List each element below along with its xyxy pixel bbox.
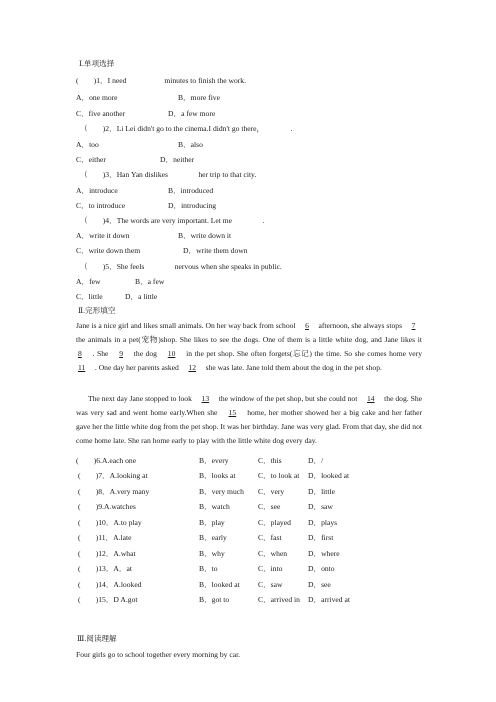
q1-option-d: D．a few more bbox=[168, 109, 216, 118]
cloze-option: D．saw bbox=[308, 502, 333, 511]
q1-option-a: A．one more bbox=[76, 93, 118, 102]
q4-option-c: C．write down them bbox=[76, 246, 141, 255]
cloze-question-15: ( )15．D A.got bbox=[78, 595, 138, 604]
cloze-question-14: ( )14．A.looked bbox=[78, 580, 142, 589]
cloze-option: C．to look at bbox=[258, 471, 300, 480]
q2-option-b: B．also bbox=[178, 140, 203, 149]
q5-stem: （ )5．She feels nervous when she speaks in public. bbox=[80, 262, 282, 271]
q4-stem: （ )4．The words are very important. Let me . bbox=[80, 216, 265, 225]
cloze-blank: 7 bbox=[411, 321, 416, 330]
cloze-option: B．to bbox=[199, 564, 218, 573]
cloze-blank: 13 bbox=[201, 394, 210, 403]
q2-option-d: D．neither bbox=[160, 155, 195, 164]
q5-option-c: C．little bbox=[76, 292, 103, 301]
cloze-question-6: ( )6.A.each one bbox=[76, 456, 137, 465]
q5-option-d: D．a little bbox=[125, 292, 158, 301]
paragraph-text: she was late. Jane told them about the dog in the pet shop. bbox=[198, 362, 382, 372]
q5-option-b: B．a few bbox=[135, 277, 165, 286]
cloze-option: D．/ bbox=[308, 456, 324, 465]
paragraph-text: home, her mother showed her a big cake and her father gave her the little white dog from the pet shop. It was her birthday. Jane was very glad. From that day, she did not come home late. She ran home early to play with the little white dog every day. bbox=[76, 407, 422, 445]
q3-option-d: D．introducing bbox=[168, 201, 217, 210]
cloze-option: D．see bbox=[308, 580, 331, 589]
cloze-question-12: ( )12．A.what bbox=[78, 549, 136, 558]
paragraph-text: the animals in a pet(宠物)shop. She likes to see the dogs. One of them is a little white dog, and Jane likes it bbox=[76, 321, 430, 344]
cloze-option: B．got to bbox=[199, 595, 230, 604]
paragraph-text: . One day her parents asked bbox=[87, 362, 187, 372]
cloze-option: C．into bbox=[258, 564, 283, 573]
cloze-paragraph-1 bbox=[76, 319, 430, 375]
cloze-blank: 11 bbox=[78, 362, 86, 372]
cloze-option: B．watch bbox=[199, 502, 230, 511]
cloze-option: D．little bbox=[308, 487, 335, 496]
paragraph-text: Jane is a nice girl and likes small animals. On her way back from school bbox=[76, 321, 304, 330]
cloze-question-10: ( )10．A.to play bbox=[78, 518, 142, 527]
cloze-option: D．where bbox=[308, 549, 340, 558]
q3-option-b: B．introduced bbox=[168, 186, 214, 195]
reading-first-line: Four girls go to school together every morning by car. bbox=[76, 650, 241, 659]
paragraph-text: in the pet shop. She often forgets(忘记) the time. So she comes home very bbox=[177, 348, 430, 358]
cloze-option: B．why bbox=[199, 549, 225, 558]
section1-title: Ⅰ.单项选择 bbox=[79, 59, 115, 68]
cloze-blank: 6 bbox=[305, 321, 309, 330]
cloze-option: D．first bbox=[308, 533, 334, 542]
cloze-question-11: ( )11．A.late bbox=[78, 533, 132, 542]
paragraph-text: . She bbox=[83, 348, 118, 358]
cloze-option: C．fast bbox=[258, 533, 282, 542]
q3-option-c: C．to introduce bbox=[76, 201, 126, 210]
q3-stem: （ )3．Han Yan dislikes her trip to that city. bbox=[80, 170, 257, 179]
q1-option-c: C．five another bbox=[76, 109, 126, 118]
cloze-option: C．arrived in bbox=[258, 595, 300, 604]
paragraph-text: the window of the pet shop, but she could not bbox=[211, 394, 365, 403]
paragraph-text: The next day Jane stopped to look bbox=[88, 394, 200, 403]
cloze-option: B．every bbox=[199, 456, 229, 465]
q4-option-d: D．write them down bbox=[183, 246, 248, 255]
cloze-blank: 14 bbox=[366, 394, 375, 403]
cloze-question-8: ( )8．A.very many bbox=[78, 487, 150, 496]
cloze-blank: 10 bbox=[167, 348, 176, 358]
cloze-blank: 15 bbox=[228, 407, 237, 417]
paragraph-text: the dog bbox=[125, 348, 166, 358]
cloze-option: D．plays bbox=[308, 518, 338, 527]
q1-option-b: B．more five bbox=[178, 93, 220, 102]
cloze-option: B．play bbox=[199, 518, 225, 527]
q5-option-a: A．few bbox=[76, 277, 101, 286]
cloze-question-9: ( )9.A.watches bbox=[78, 502, 136, 511]
section2-title: Ⅱ.完形填空 bbox=[78, 306, 116, 315]
cloze-question-7: ( )7．A.looking at bbox=[78, 471, 148, 480]
q4-option-a: A．write it down bbox=[76, 231, 130, 240]
cloze-option: D．looked at bbox=[308, 471, 350, 480]
cloze-option: C．this bbox=[258, 456, 282, 465]
cloze-option: D．arrived at bbox=[308, 595, 350, 604]
cloze-option: C．see bbox=[258, 502, 281, 511]
section3-title: Ⅲ.阅读理解 bbox=[77, 634, 117, 643]
cloze-option: B．looked at bbox=[199, 580, 240, 589]
cloze-option: B．early bbox=[199, 533, 227, 542]
cloze-blank: 9 bbox=[119, 348, 123, 358]
q3-option-a: A．introduce bbox=[76, 186, 118, 195]
cloze-blank: 8 bbox=[78, 348, 82, 358]
q2-option-a: A．too bbox=[76, 140, 99, 149]
cloze-paragraph-2 bbox=[76, 392, 422, 448]
q2-stem: （ )2．Li Lei didn't go to the cinema.I didn't go there， . bbox=[80, 124, 293, 133]
cloze-option: B．looks at bbox=[199, 471, 236, 480]
cloze-option: C．saw bbox=[258, 580, 283, 589]
cloze-blank: 12 bbox=[188, 362, 197, 372]
q2-option-c: C．either bbox=[76, 155, 106, 164]
q4-option-b: B．write down it bbox=[178, 231, 232, 240]
cloze-option: B．very much bbox=[199, 487, 244, 496]
cloze-option: C．very bbox=[258, 487, 285, 496]
paragraph-text: afternoon, she always stops bbox=[310, 321, 410, 330]
cloze-question-13: ( )13．A．at bbox=[78, 564, 132, 573]
cloze-option: C．when bbox=[258, 549, 288, 558]
cloze-option: D．onto bbox=[308, 564, 335, 573]
paragraph-text: the dog. She was very sad and went home early.When she bbox=[76, 394, 422, 417]
q1-stem: ( )1．I need minutes to finish the work. bbox=[76, 76, 246, 85]
cloze-option: C．played bbox=[258, 518, 291, 527]
